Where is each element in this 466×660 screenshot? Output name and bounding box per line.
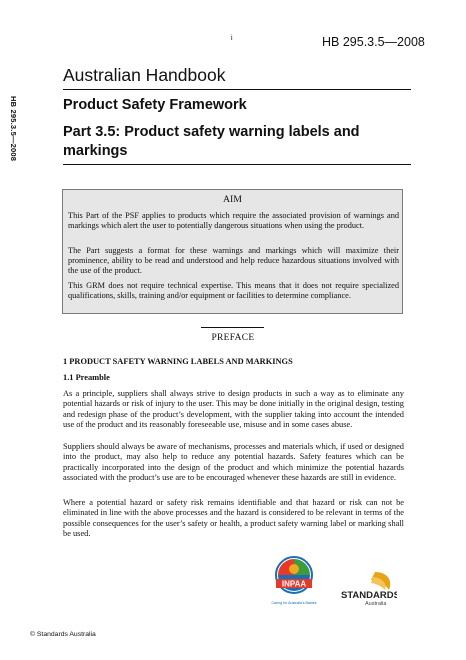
body-paragraph: Suppliers should always be aware of mechanisms, processes and materials which, if used or designed into the product, may also help to reduce any potential hazards. Safety features which can be practically incorporated into the design of the product and which minimize the potential hazards associated with the product’s use are to be encouraged whenever these hazards are still in evidence.: [63, 442, 404, 483]
standards-wordmark: STANDARDS: [341, 590, 397, 601]
subsection-heading: 1.1 Preamble: [63, 373, 110, 382]
framework-title: Product Safety Framework: [63, 97, 247, 113]
aim-paragraph: The Part suggests a format for these warnings and markings which will maximize their prominence, ability to be read and understood and help reduce hazardous situations involved with the use of the product.: [68, 246, 399, 276]
preface-rule: [201, 327, 264, 328]
aim-box: [62, 189, 403, 314]
inpaa-tagline: Caring for Australia's Babies: [271, 601, 317, 605]
aim-heading: AIM: [222, 194, 243, 205]
aim-paragraph: This Part of the PSF applies to products which require the associated provision of warnings and markings which alert the user to potentially dangerous situations when using the product.: [68, 211, 399, 231]
standard-code: HB 295.3.5—2008: [322, 35, 425, 49]
copyright-footer: © Standards Australia: [30, 631, 96, 638]
aim-paragraph: This GRM does not require technical expertise. This means that it does not require specialized qualifications, skills, training and/or equipment or facilities to determine compliance.: [68, 281, 399, 301]
body-paragraph: As a principle, suppliers shall always strive to design products in such a way as to eliminate any potential hazards or risk of injury to the user. This may be done initially in the original design, testing and redesign phase of the product’s development, with the supplier taking into account the intended use of the product and its reasonably foreseeable use, misuse and in some cases abuse.: [63, 389, 404, 430]
title-divider-bottom: [63, 164, 411, 165]
title-divider-top: [63, 89, 411, 90]
page-number: i: [231, 35, 233, 42]
part-title: Part 3.5: Product safety warning labels and markings: [63, 124, 360, 159]
preface-heading: PREFACE: [211, 333, 255, 343]
handbook-title: Australian Handbook: [63, 65, 226, 85]
body-paragraph: Where a potential hazard or safety risk remains identifiable and that hazard or risk can not be eliminated in line with the above processes and the hazard is considered to be relevant in terms of the possible consequences for the user’s safety or health, a product safety warning label or marking shall be used.: [63, 498, 404, 539]
standards-australia-logo: [337, 568, 397, 608]
inpaa-logo: [268, 553, 320, 613]
section-heading: 1 PRODUCT SAFETY WARNING LABELS AND MARKINGS: [63, 357, 293, 366]
side-standard-code: HB 295.3.5—2008: [9, 96, 18, 162]
australia-wordmark: Australia: [365, 601, 387, 607]
inpaa-name: INPAA: [281, 579, 307, 589]
